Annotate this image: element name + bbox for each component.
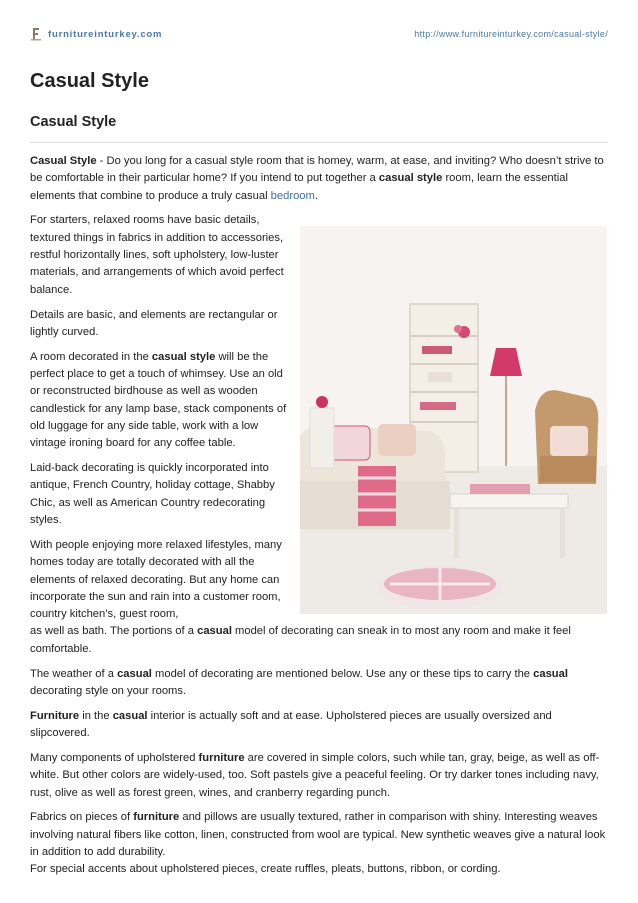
site-name[interactable]: furnitureinturkey.com <box>48 28 163 40</box>
laidback-paragraph: Laid-back decorating is quickly incorporated into antique, French Country, holiday cottage, Shabby Chic, as well as American Country redecorating styles. <box>30 462 275 527</box>
weather-bold-1: casual <box>117 667 152 680</box>
people-text-1: With people enjoying more relaxed lifestyles, many homes today are totally decorated with all the elements of relaxed decorating. But any home can incorporate the sun and rain into a customer room, country kitchen’s, guest room, <box>30 538 282 621</box>
fabrics-bold-1: furniture <box>133 811 180 824</box>
page-header <box>30 27 608 45</box>
components-text-1: Many components of upholstered <box>30 751 199 764</box>
divider <box>30 142 608 143</box>
furniture-text-2: interior is actually soft and at ease. Upholstered pieces are usually oversized and slipcovered. <box>30 709 552 740</box>
intro-bold-lead: Casual Style <box>30 155 97 167</box>
components-bold-1: furniture <box>198 751 245 764</box>
furniture-paragraph <box>30 708 610 743</box>
people-bold-1: casual <box>197 625 232 638</box>
details-paragraph: Details are basic, and elements are rectangular or lightly curved. <box>30 308 278 338</box>
furniture-bold-2: casual <box>112 709 148 722</box>
components-text-2: are covered in simple colors, such while tan, gray, beige, as well as off-white. But other colors are widely-used, too. Soft pastels give a peaceful feeling. Or try darker tones including navy, rust, olive as well as forest green, wines, and cranberry regarding punch. <box>30 751 600 799</box>
people-text-2: as well as bath. The portions of a <box>30 625 198 638</box>
intro-text-3: . <box>314 189 318 202</box>
intro-bold-2: casual style <box>378 172 443 185</box>
people-paragraph <box>30 537 610 658</box>
room-paragraph <box>30 349 288 453</box>
intro-paragraph <box>30 153 610 205</box>
people-text-3: model of decorating can sneak in to most any room and make it feel comfortable. <box>30 625 571 655</box>
page-url[interactable]: http://www.furnitureinturkey.com/casual-style/ <box>414 29 608 39</box>
room-bold-1: casual style <box>151 350 216 363</box>
room-text-1: A room decorated in the <box>30 350 152 363</box>
furniture-text-1: in the <box>79 709 113 722</box>
components-paragraph <box>30 750 610 802</box>
logo-icon <box>30 27 42 41</box>
intro-text-2: room, learn the essential elements that combine to produce a truly casual <box>30 172 568 202</box>
weather-paragraph <box>30 666 610 701</box>
site-logo <box>30 27 162 41</box>
weather-bold-2: casual <box>533 667 568 680</box>
article-body <box>30 153 610 886</box>
fabrics-text-2: and pillows are usually textured, rather in comparison with shiny. Interesting weaves involving natural fibers like cotton, linen, constructed from wool are typical. New synthetic weaves give a natural look in addition to add durability. <box>30 811 606 859</box>
page-title: Casual Style <box>30 70 149 92</box>
starters-paragraph: For starters, relaxed rooms have basic details, textured things in fabrics in addition to accessories, restful horizontally lines, soft upholstery, low-luster materials, and arrangements of which avoid perfect balance. <box>30 214 284 296</box>
room-text-2: will be the perfect place to get a touch of whimsey. Use an old or reconstructed birdhouse as well as wooden candlestick for any lamp base, stack components of old luggage for any side table, work with a low vintage ironing board for any coffee table. <box>30 350 287 450</box>
bedroom-link[interactable]: bedroom <box>270 189 315 202</box>
intro-text-1: - Do you long for a casual style room that is homey, warm, at ease, and inviting? Who doesn’t strive to be comfortable in their particular home? If you intend to put together a <box>30 155 604 185</box>
fabrics-text-3: For special accents about upholstered pieces, create ruffles, pleats, buttons, ribbon, or cording. <box>30 863 501 876</box>
furniture-bold-1: Furniture <box>30 709 80 722</box>
weather-text-3: decorating style on your rooms. <box>30 684 187 697</box>
fabrics-paragraph <box>30 809 610 878</box>
weather-text-2: model of decorating are mentioned below. Use any or these tips to carry the <box>151 667 534 680</box>
weather-text-1: The weather of a <box>30 667 118 680</box>
fabrics-text-1: Fabrics on pieces of <box>30 811 134 824</box>
article-subtitle: Casual Style <box>30 114 117 130</box>
